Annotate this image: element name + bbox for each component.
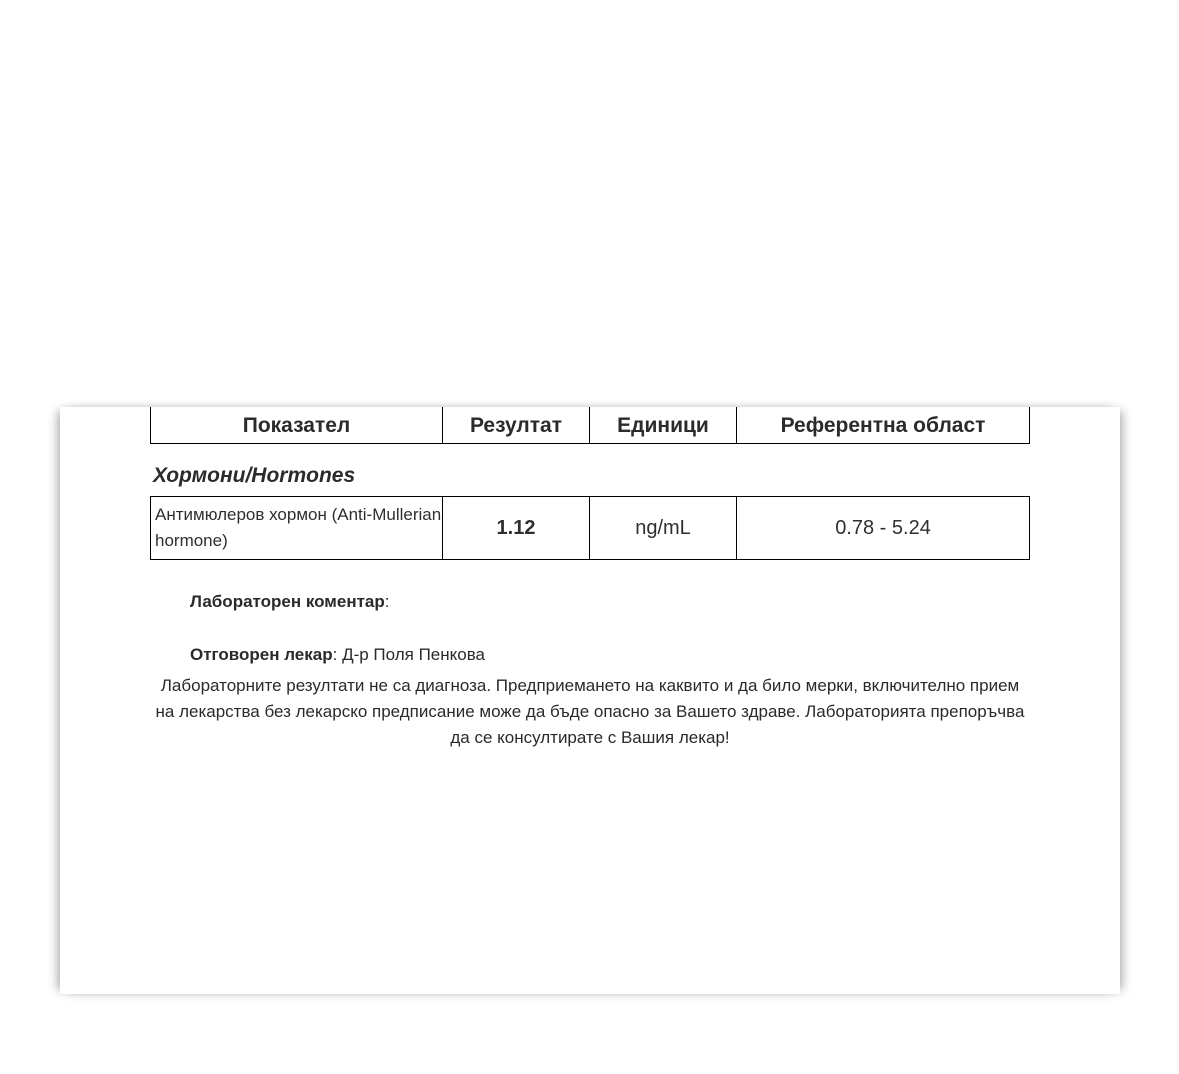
doctor-separator: : (332, 645, 343, 664)
header-indicator: Показател (151, 407, 443, 443)
header-units: Единици (590, 407, 737, 443)
units-cell: ng/mL (590, 497, 737, 559)
doctor-label: Отговорен лекар (190, 645, 333, 664)
section-title: Хормони/Hormones (153, 464, 356, 487)
responsible-doctor (190, 645, 485, 665)
doctor-name: Д-р Поля Пенкова (342, 645, 486, 664)
document-page (60, 407, 1120, 994)
result-cell: 1.12 (443, 497, 590, 559)
header-result: Резултат (443, 407, 590, 443)
lab-comment (190, 592, 390, 612)
table-row (150, 496, 1030, 560)
lab-comment-label: Лабораторен коментар (190, 592, 385, 611)
table-header-row (150, 407, 1030, 444)
header-reference-range: Референтна област (780, 414, 986, 437)
disclaimer-text: Лабораторните резултати не са диагноза. Предприемането на каквито и да било мерки, включително прием на лекарства без лекарско предписание може да бъде опасно за Вашето здраве. Лабораторията препоръчва да се консултирате с Вашия лекар! (155, 676, 1025, 747)
lab-comment-colon: : (384, 592, 390, 611)
reference-cell: 0.78 - 5.24 (835, 516, 931, 539)
indicator-cell: Антимюлеров хормон (Anti-Mullerian hormone) (151, 497, 443, 559)
